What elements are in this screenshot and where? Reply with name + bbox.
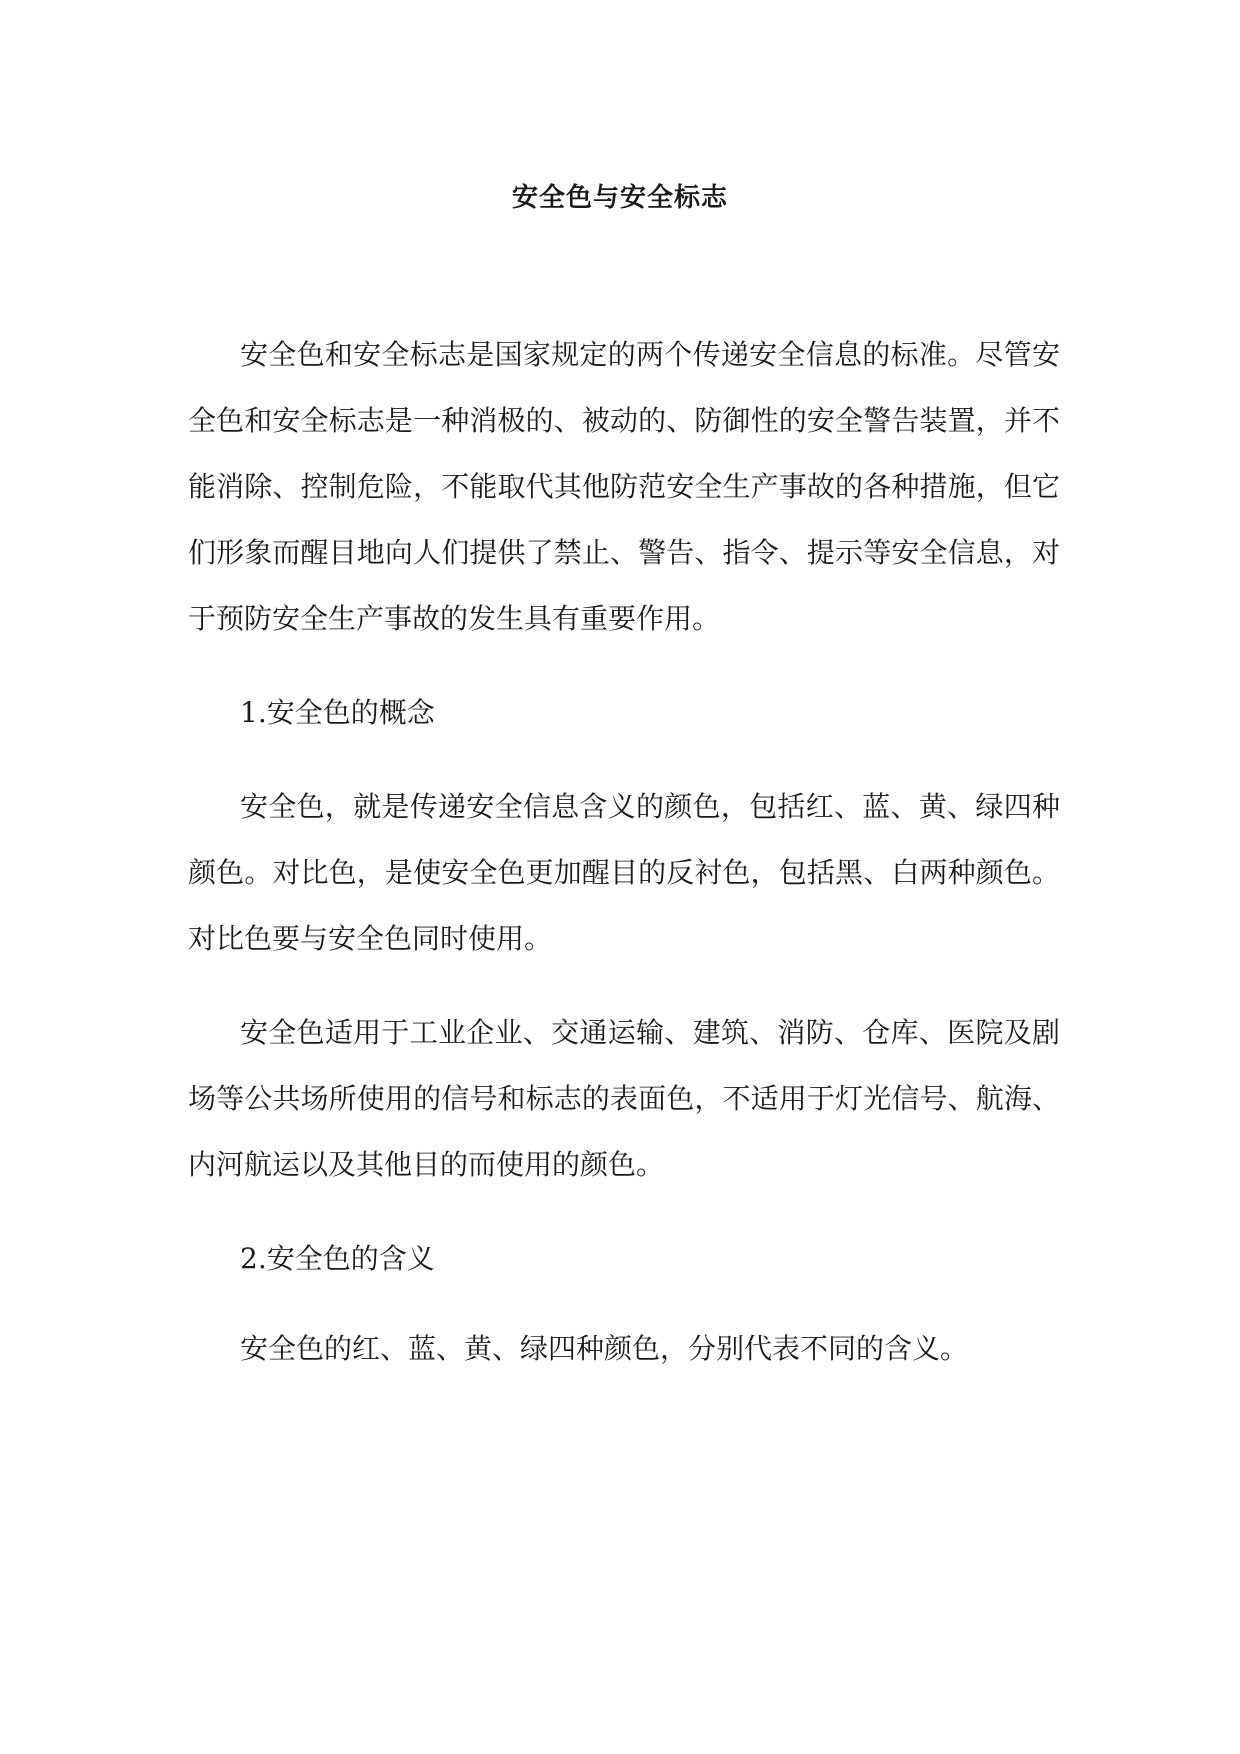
paragraph-scope: 安全色适用于工业企业、交通运输、建筑、消防、仓库、医院及剧场等公共场所使用的信号和标志的表面色，不适用于灯光信号、航海、内河航运以及其他目的而使用的颜色。 bbox=[188, 1016, 1060, 1181]
paragraph-concept: 安全色，就是传递安全信息含义的颜色，包括红、蓝、黄、绿四种颜色。对比色，是使安全色更加醒目的反衬色，包括黑、白两种颜色。对比色要与安全色同时使用。 bbox=[188, 790, 1060, 955]
paragraph-meaning: 安全色的红、蓝、黄、绿四种颜色，分别代表不同的含义。 bbox=[240, 1332, 969, 1365]
document-body bbox=[188, 322, 1060, 1382]
section-heading-meaning: 2.安全色的含义 bbox=[240, 1242, 435, 1275]
section-heading-concept: 1.安全色的概念 bbox=[240, 696, 435, 729]
document-title: 安全色与安全标志 bbox=[511, 183, 728, 213]
paragraph-intro: 安全色和安全标志是国家规定的两个传递安全信息的标准。尽管安全色和安全标志是一种消极的、被动的、防御性的安全警告装置，并不能消除、控制危险，不能取代其他防范安全生产事故的各种措施，但它们形象而醒目地向人们提供了禁止、警告、指令、提示等安全信息，对于预防安全生产事故的发生具有重要作用。 bbox=[188, 338, 1060, 635]
